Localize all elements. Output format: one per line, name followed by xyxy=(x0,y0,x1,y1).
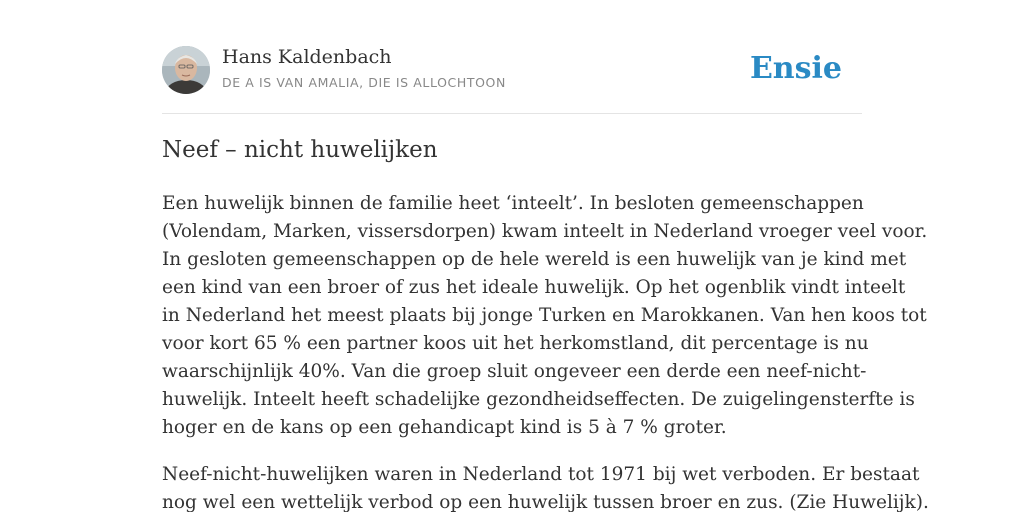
paragraph-line: In gesloten gemeenschappen op de hele wereld is een huwelijk van je kind met xyxy=(162,249,907,270)
author-name[interactable]: Hans Kaldenbach xyxy=(222,46,392,68)
paragraph-line: nog wel een wettelijk verbod op een huwelijk tussen broer en zus. (Zie Huwelijk). xyxy=(162,492,929,512)
paragraph-line: waarschijnlijk 40%. Van die groep sluit ongeveer een derde een neef-nicht- xyxy=(162,361,867,382)
paragraph-line: huwelijk. Inteelt heeft schadelijke gezondheidseffecten. De zuigelingensterfte is xyxy=(162,389,915,410)
paragraph-line: in Nederland het meest plaats bij jonge Turken en Marokkanen. Van hen koos tot xyxy=(162,305,927,326)
article-paragraph xyxy=(162,190,928,442)
header xyxy=(162,46,862,96)
article-title: Neef – nicht huwelijken xyxy=(162,137,438,163)
paragraph-line: voor kort 65 % een partner koos uit het herkomstland, dit percentage is nu xyxy=(162,333,869,354)
ensie-logo[interactable]: Ensie xyxy=(749,51,842,86)
avatar-image xyxy=(162,46,210,94)
paragraph-line: Neef-nicht-huwelijken waren in Nederland tot 1971 bij wet verboden. Er bestaat xyxy=(162,464,920,485)
paragraph-line: Een huwelijk binnen de familie heet ‘inteelt’. In besloten gemeenschappen xyxy=(162,193,864,214)
paragraph-line: (Volendam, Marken, vissersdorpen) kwam inteelt in Nederland vroeger veel voor. xyxy=(162,221,928,242)
paragraph-line: hoger en de kans op een gehandicapt kind is 5 à 7 % groter. xyxy=(162,417,727,438)
paragraph-line: een kind van een broer of zus het ideale huwelijk. Op het ogenblik vindt inteelt xyxy=(162,277,906,298)
author-subtitle: DE A IS VAN AMALIA, DIE IS ALLOCHTOON xyxy=(222,75,506,90)
author-avatar[interactable] xyxy=(162,46,210,94)
article-paragraph xyxy=(162,461,929,512)
article-body xyxy=(162,190,929,512)
header-divider xyxy=(162,113,862,114)
